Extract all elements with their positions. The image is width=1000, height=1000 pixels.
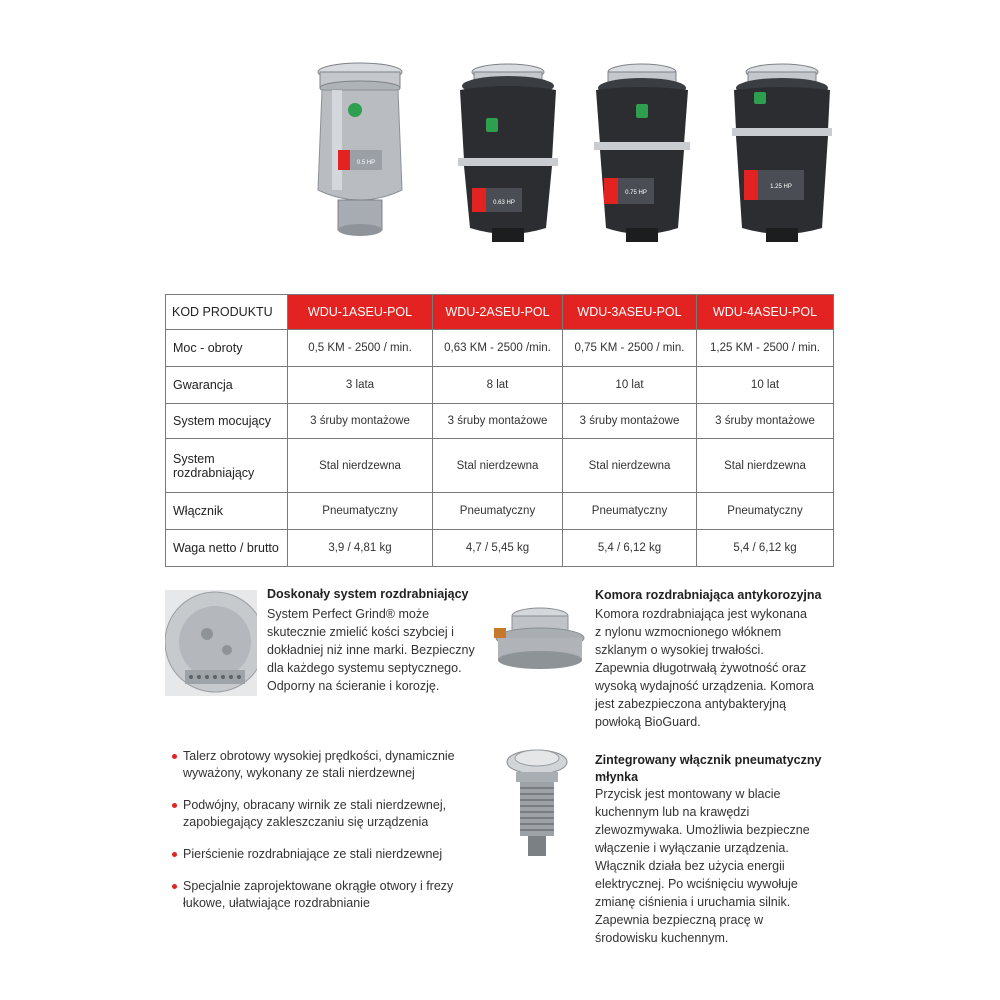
chamber-title: Komora rozdrabniająca antykorozyjna: [595, 588, 822, 602]
table-cell: 3,9 / 4,81 kg: [288, 530, 433, 567]
table-cell: 0,75 KM - 2500 / min.: [563, 330, 697, 367]
row-label: System mocujący: [166, 404, 288, 439]
list-item: Pierścienie rozdrabniające ze stali nierdzewnej: [172, 846, 502, 863]
grind-title: Doskonały system rozdrabniający: [267, 587, 469, 601]
table-cell: 10 lat: [697, 367, 834, 404]
product-3-label: 0.75 HP: [625, 190, 647, 196]
switch-description: Przycisk jest montowany w blacie kuchennym lub na krawędzi zlewozmywaka. Umożliwia bezpieczne włączenie i wyłączanie urządzenia. Włącznik działa bez użycia energii elektrycznej. Po wciśnięciu wywołuje zmianę ciśnienia i uruchamia silnik. Zapewnia bezpieczną pracę w środowisku kuchennym.: [595, 787, 810, 945]
chamber-description: Komora rozdrabniająca jest wykonana z nylonu wzmocnionego włóknem szklanym o wysokiej trwałości. Zapewnia długotrwałą żywotność oraz wysoką wydajność urządzenia. Komora jest zabezpieczona antybakteryjną powłoką BioGuard.: [595, 607, 814, 729]
table-row: [166, 404, 834, 439]
bullet-dot: [172, 803, 177, 808]
table-row: [166, 367, 834, 404]
table-cell: Stal nierdzewna: [697, 439, 834, 493]
list-item: Podwójny, obracany wirnik ze stali nierdzewnej, zapobiegający zakleszczaniu się urządzenia: [172, 797, 502, 831]
table-cell: Pneumatyczny: [697, 493, 834, 530]
table-cell: 1,25 KM - 2500 / min.: [697, 330, 834, 367]
switch-title: Zintegrowany włącznik pneumatyczny młynka: [595, 753, 822, 784]
grind-description: System Perfect Grind® może skutecznie zmielić kości szybciej i dokładniej niż inne marki. Bezpieczny dla każdego systemu septycznego. Odporny na ścieranie i korozję.: [267, 607, 475, 693]
product-1-label: 0.5 HP: [356, 160, 376, 166]
model-header: WDU-1ASEU-POL: [288, 295, 433, 330]
row-label: Gwarancja: [166, 367, 288, 404]
row-label: Włącznik: [166, 493, 288, 530]
table-cell: Stal nierdzewna: [433, 439, 563, 493]
list-item: Specjalnie zaprojektowane okrągłe otwory i frezy łukowe, ułatwiające rozdrabnianie: [172, 878, 502, 912]
table-cell: 3 śruby montażowe: [697, 404, 834, 439]
table-cell: 0,5 KM - 2500 / min.: [288, 330, 433, 367]
table-row: [166, 530, 834, 567]
table-cell: 10 lat: [563, 367, 697, 404]
table-cell: 5,4 / 6,12 kg: [697, 530, 834, 567]
table-cell: Stal nierdzewna: [563, 439, 697, 493]
table-cell: Pneumatyczny: [433, 493, 563, 530]
table-row: [166, 330, 834, 367]
table-cell: Stal nierdzewna: [288, 439, 433, 493]
model-header: WDU-4ASEU-POL: [697, 295, 834, 330]
row-label: Waga netto / brutto: [166, 530, 288, 567]
grind-plate-image: [165, 590, 257, 701]
product-image-1: [300, 60, 420, 250]
pneumatic-switch-image: [502, 742, 572, 867]
table-cell: 4,7 / 5,45 kg: [433, 530, 563, 567]
table-cell: 3 lata: [288, 367, 433, 404]
row-label: Moc - obroty: [166, 330, 288, 367]
table-header-label: KOD PRODUKTU: [166, 295, 288, 330]
table-cell: 3 śruby montażowe: [288, 404, 433, 439]
product-image-3: [582, 60, 702, 250]
table-cell: Pneumatyczny: [288, 493, 433, 530]
bullet-dot: [172, 754, 177, 759]
feature-bullet-list: [172, 748, 502, 927]
bullet-dot: [172, 884, 177, 889]
table-cell: 5,4 / 6,12 kg: [563, 530, 697, 567]
model-header: WDU-3ASEU-POL: [563, 295, 697, 330]
table-row: [166, 493, 834, 530]
chamber-image: [494, 606, 586, 681]
product-4-label: 1.25 HP: [770, 184, 792, 190]
product-image-2: [448, 60, 568, 250]
spec-table: [165, 294, 834, 567]
table-cell: Pneumatyczny: [563, 493, 697, 530]
table-header-row: [166, 295, 834, 330]
model-header: WDU-2ASEU-POL: [433, 295, 563, 330]
product-2-label: 0.63 HP: [493, 200, 515, 206]
product-image-4: [722, 60, 842, 250]
table-cell: 3 śruby montażowe: [563, 404, 697, 439]
table-row: [166, 439, 834, 493]
table-cell: 0,63 KM - 2500 /min.: [433, 330, 563, 367]
row-label: System rozdrabniający: [166, 439, 288, 493]
bullet-dot: [172, 852, 177, 857]
list-item: Talerz obrotowy wysokiej prędkości, dynamicznie wyważony, wykonany ze stali nierdzewnej: [172, 748, 502, 782]
table-cell: 8 lat: [433, 367, 563, 404]
table-cell: 3 śruby montażowe: [433, 404, 563, 439]
